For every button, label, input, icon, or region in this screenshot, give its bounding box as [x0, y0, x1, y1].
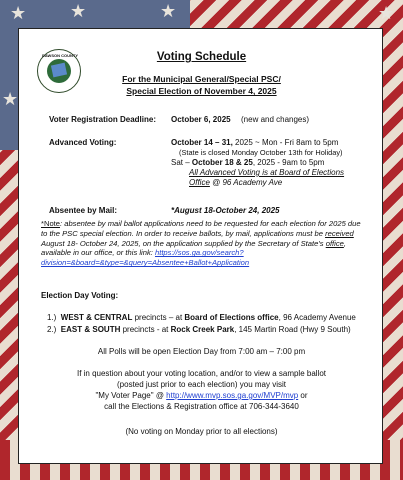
election-day-item-1: 1.) WEST & CENTRAL precincts – at Board of Elections office, 96 Academy Avenue [47, 313, 356, 322]
star-icon: ★ [160, 1, 177, 21]
county-seal-logo: DAWSON COUNTY [37, 49, 81, 93]
footer-note: (No voting on Monday prior to all elections) [125, 427, 278, 436]
absentee-note: *Note: absentee by mail ballot applications need to be requested for each election for 2025 due to the PSC special election. In order to receive ballots, by mail, applications must be received August 18- October 24, 2025, on the application supplied by the Secretary of State's office, available in our office, or this link: https://sos.ga.gov/search?division=&board=&type=&query=Absentee+Ballot+Application [41, 219, 361, 268]
subtitle-line1: For the Municipal General/Special PSC/ [122, 74, 281, 84]
contact-line2: (posted just prior to each election) you may visit [117, 380, 286, 389]
star-icon: ★ [378, 3, 395, 23]
advanced-line2: (State is closed Monday October 13th for Holiday) [179, 148, 343, 157]
polls-hours: All Polls will be open Election Day from 7:00 am – 7:00 pm [97, 347, 306, 356]
absentee-dates: *August 18-October 24, 2025 [171, 206, 280, 215]
election-day-label: Election Day Voting: [41, 291, 119, 300]
my-voter-page-link[interactable]: http://www.mvp.sos.ga.gov/MVP/mvp [166, 391, 299, 400]
subtitle-line2: Special Election of November 4, 2025 [126, 86, 277, 96]
advanced-line3: Sat – October 18 & 25, 2025 - 9am to 5pm [171, 158, 325, 167]
page-title: Voting Schedule [156, 51, 247, 63]
advanced-line5: Office @ 96 Academy Ave [189, 178, 283, 187]
advanced-line1: October 14 – 31, 2025 ~ Mon - Fri 8am to 5pm [171, 138, 339, 147]
election-day-item-2: 2.) EAST & SOUTH precincts - at Rock Creek Park, 145 Martin Road (Hwy 9 South) [47, 325, 351, 334]
registration-label: Voter Registration Deadline: [49, 115, 156, 124]
contact-line4: call the Elections & Registration office at 706-344-3640 [104, 402, 299, 411]
contact-line3: "My Voter Page" @ http://www.mvp.sos.ga.gov/MVP/mvp or [95, 391, 308, 400]
star-icon: ★ [70, 1, 87, 21]
advanced-label: Advanced Voting: [49, 138, 117, 147]
absentee-label: Absentee by Mail: [49, 206, 118, 215]
registration-note: (new and changes) [241, 115, 310, 124]
contact-line1: If in question about your voting location, and/or to view a sample ballot [76, 369, 327, 378]
schedule-panel [18, 28, 383, 464]
advanced-line4: All Advanced Voting is at Board of Elections [189, 168, 345, 177]
absentee-application-link[interactable]: https://sos.ga.gov/search?division=&board=&type=&query=Absentee+Ballot+Application [41, 248, 250, 268]
registration-date: October 6, 2025 [171, 115, 231, 124]
star-icon: ★ [10, 3, 27, 23]
star-icon: ★ [2, 89, 19, 109]
